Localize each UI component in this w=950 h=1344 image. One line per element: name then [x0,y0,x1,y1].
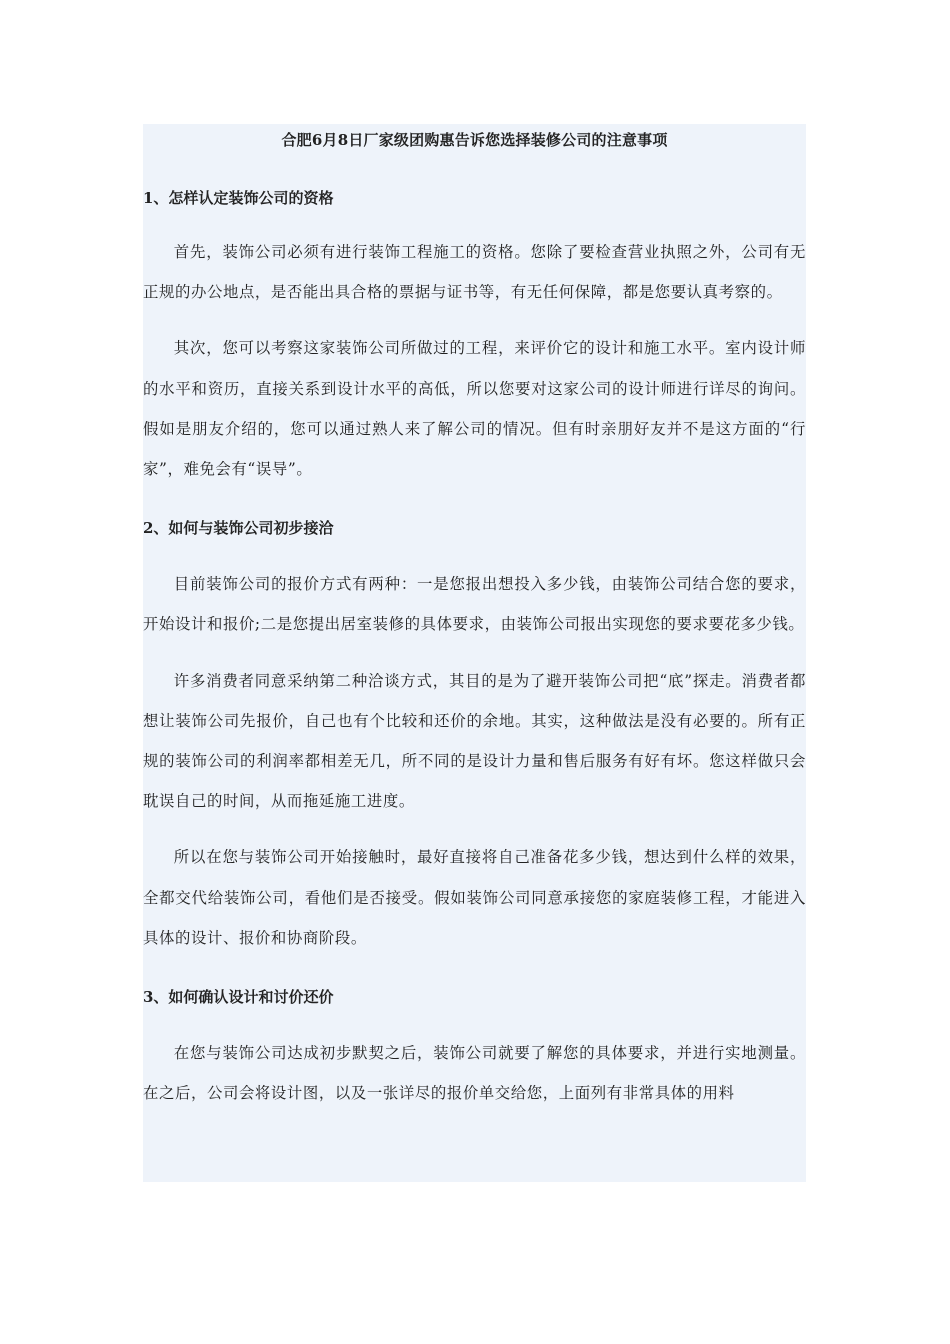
paragraph-design-1: 在您与装饰公司达成初步默契之后，装饰公司就要了解您的具体要求，并进行实地测量。在之后，公司会将设计图，以及一张详尽的报价单交给您，上面列有非常具体的用料 [143,1044,806,1103]
paragraph-contact-1: 目前装饰公司的报价方式有两种：一是您报出想投入多少钱，由装饰公司结合您的要求，开始设计和报价;二是您提出居室装修的具体要求，由装饰公司报出实现您的要求要花多少钱。 [143,575,806,634]
paragraph-contact-2: 许多消费者同意采纳第二种洽谈方式，其目的是为了避开装饰公司把“底”探走。消费者都想让装饰公司先报价，自己也有个比较和还价的余地。其实，这种做法是没有必要的。所有正规的装饰公司的利润率都相差无几，所不同的是设计力量和售后服务有好有坏。您这样做只会耽误自己的时间，从而拖延施工进度。 [143,671,806,811]
paragraph-qualification-1: 首先，装饰公司必须有进行装饰工程施工的资格。您除了要检查营业执照之外，公司有无正规的办公地点，是否能出具合格的票据与证书等，有无任何保障，都是您要认真考察的。 [143,243,806,302]
section-heading-2: 2、如何与装饰公司初步接洽 [143,519,334,538]
section-heading-1: 1、怎样认定装饰公司的资格 [143,189,334,207]
document-title: 合肥6月8日厂家级团购惠告诉您选择装修公司的注意事项 [281,131,668,149]
paragraph-contact-3: 所以在您与装饰公司开始接触时，最好直接将自己准备花多少钱，想达到什么样的效果，全都交代给装饰公司，看他们是否接受。假如装饰公司同意承接您的家庭装修工程，才能进入具体的设计、报价和协商阶段。 [143,848,806,947]
article-body [143,124,806,1182]
paragraph-qualification-2: 其次，您可以考察这家装饰公司所做过的工程，来评价它的设计和施工水平。室内设计师的水平和资历，直接关系到设计水平的高低，所以您要对这家公司的设计师进行详尽的询问。假如是朋友介绍的，您可以通过熟人来了解公司的情况。但有时亲朋好友并不是这方面的“行家”，难免会有“误导”。 [143,339,806,479]
section-heading-3: 3、如何确认设计和讨价还价 [143,988,334,1007]
